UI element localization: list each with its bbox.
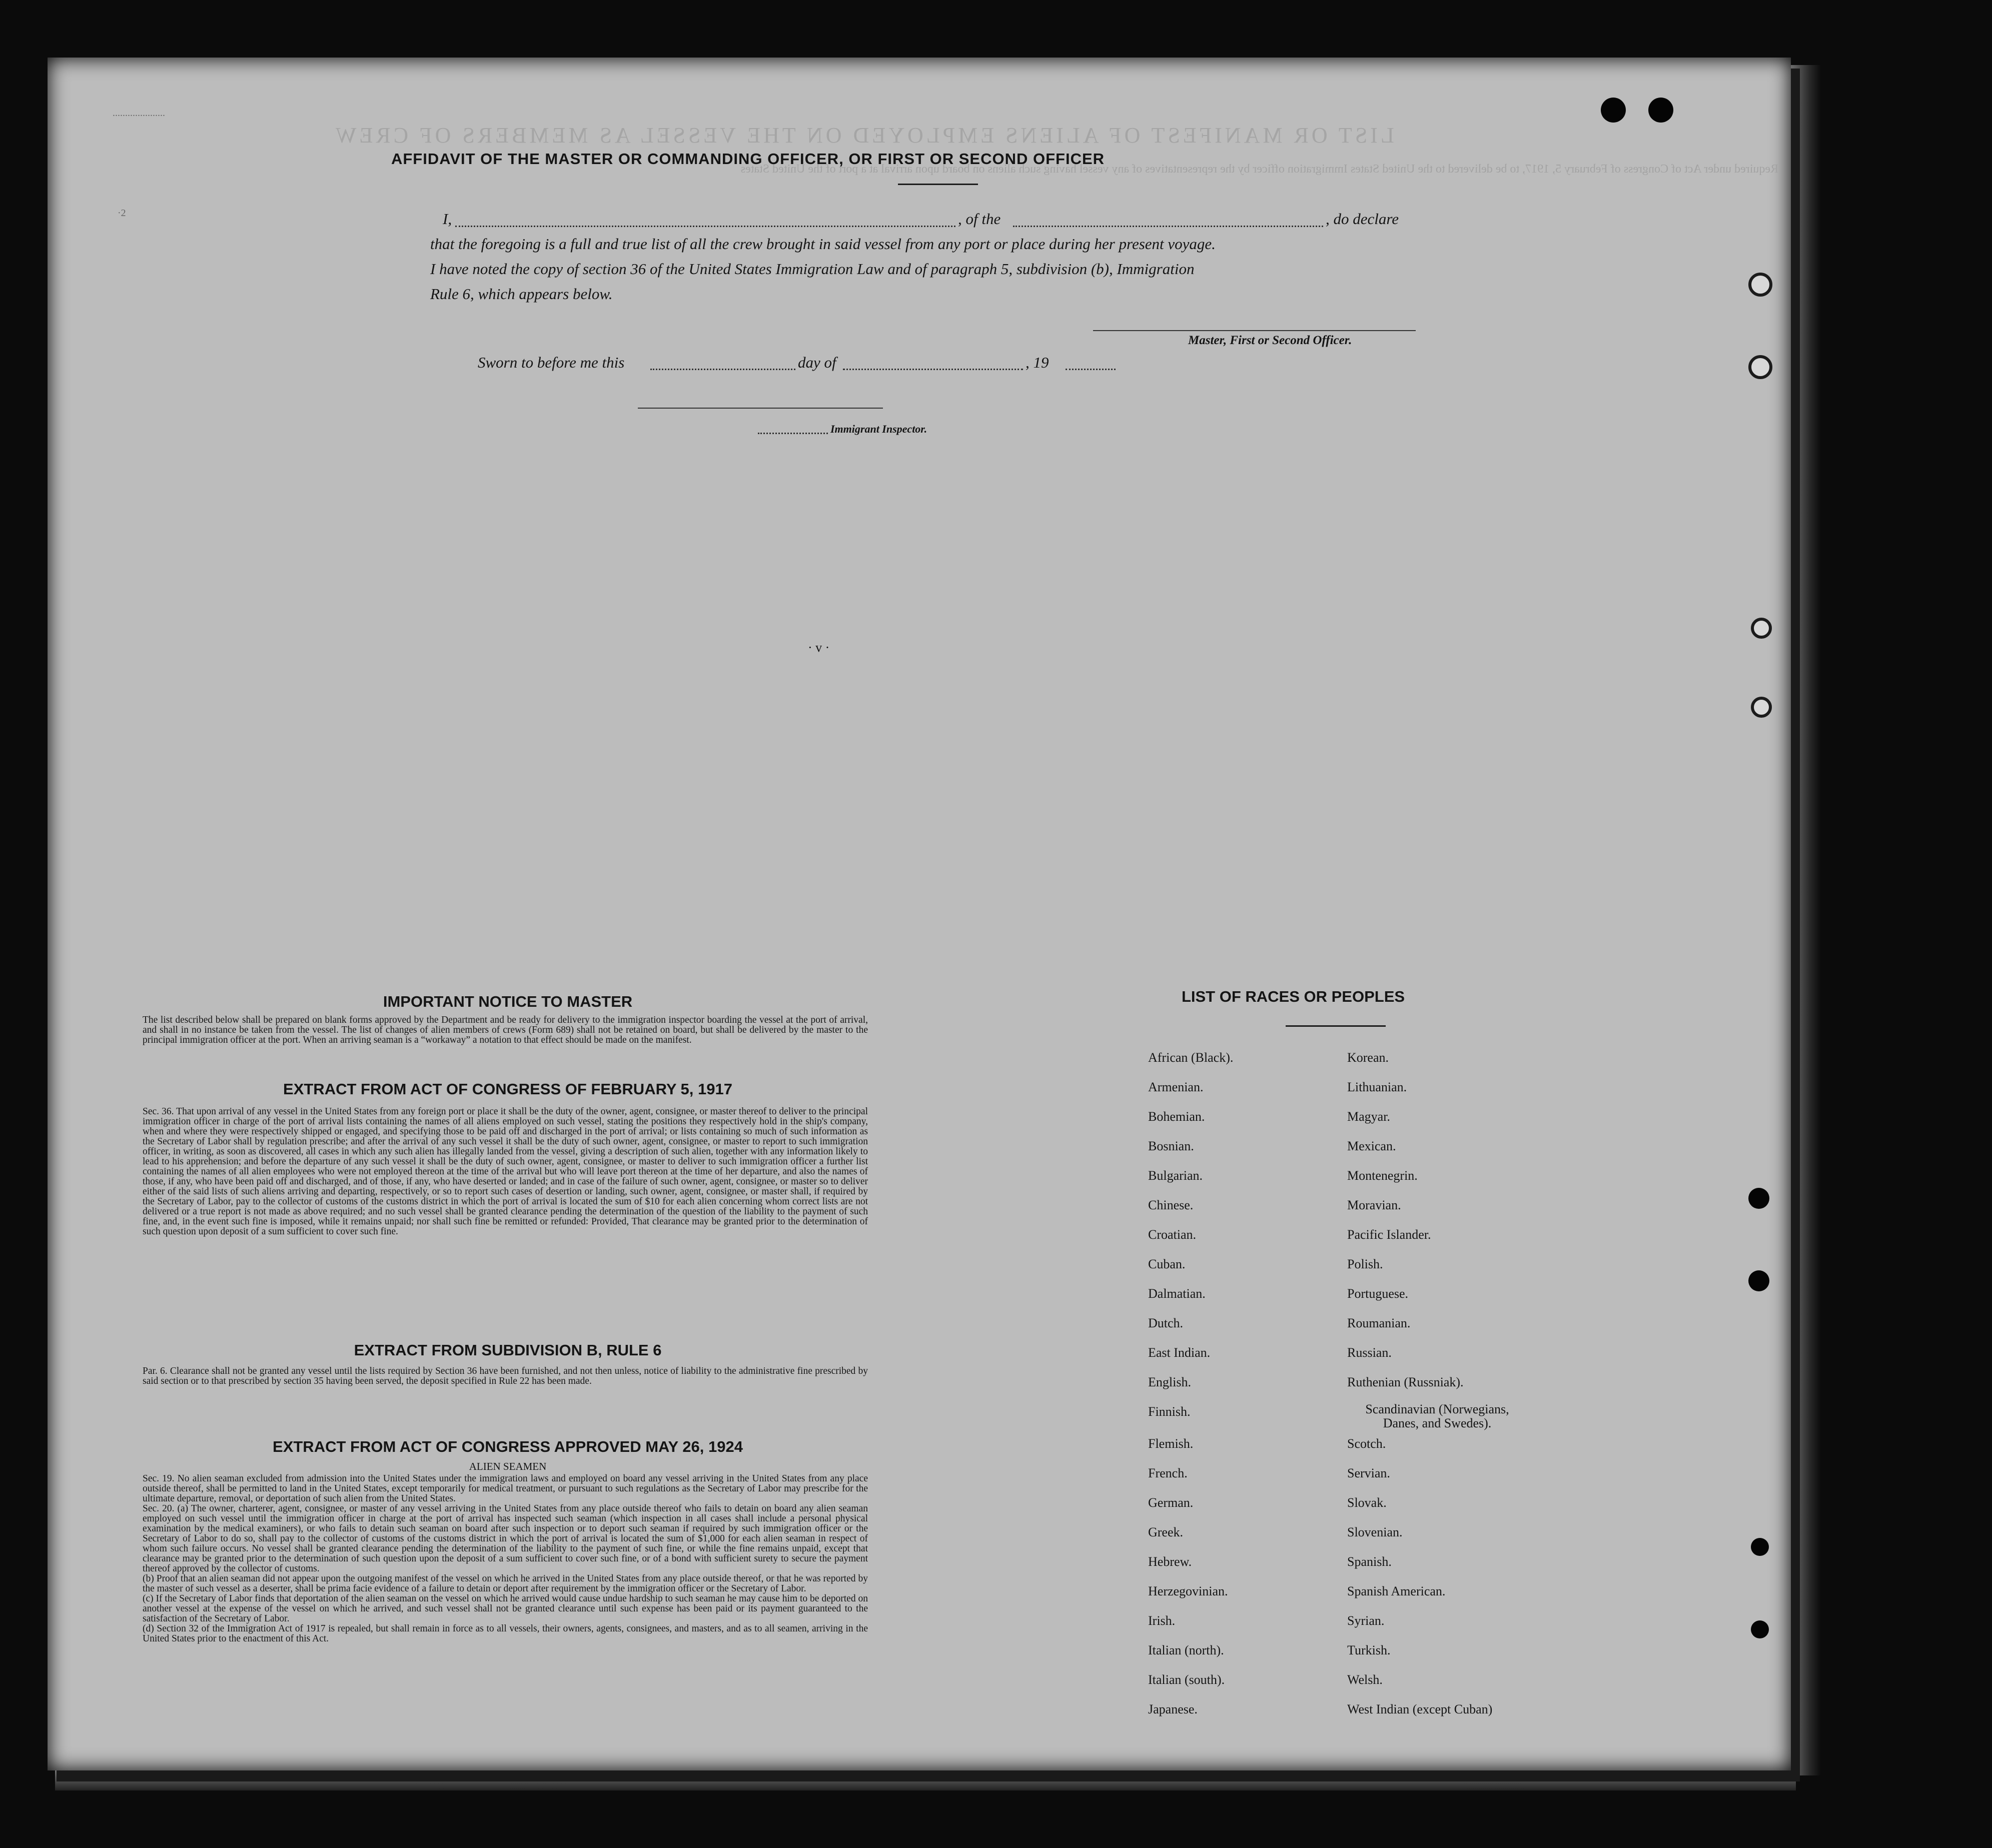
title-underline <box>898 184 978 185</box>
sec-19-text: Sec. 19. No alien seaman excluded from admission into the United States under the immigration laws and employed on board any vessel arriving in the United States from any place outside thereof, shall be permitted to land in the United States, except temporarily for medical treatment, or pursuant to such regulations as the Secretary of Labor may prescribe for the ultimate departure, removal, or deportation of such alien from the United States. <box>143 1473 868 1504</box>
inspector-dots <box>758 433 828 434</box>
race-item: Portuguese. <box>1347 1286 1409 1301</box>
page-stack-edge <box>1791 65 1821 1775</box>
race-item: Syrian. <box>1347 1613 1385 1628</box>
extract-1917-text: Sec. 36. That upon arrival of any vessel in the United States from any foreign port or place it shall be the duty of the owner, agent, consignee, or master thereof to deliver to the principal immigration officer in charge of the port of arrival lists containing the names of all aliens employed on such vessel, stating the positions they respectively hold in the ship's company, when and where they were respectively shipped or engaged, and specifying those to be paid off and discharged in the port of arrival; or lists containing so much of such information as the Secretary of Labor shall by regulation prescribe; and after the arrival of any such vessel it shall be the duty of such owner, agent, consignee, or master to report to such immigration officer, in writing, as soon as discovered, all cases in which any such alien has illegally landed from the vessel, giving a description of such alien, together with any information likely to lead to his apprehension; and before the departure of any such vessel it shall be the duty of such owner, agent, consignee, or master to deliver to such immigration officer a further list containing the names of all alien employees who were not employed thereon at the time of the arrival but who will leave port thereon at the time of her departure, and also the names of those, if any, who have been paid off and discharged, and of those, if any, who have deserted or landed; and in case of the failure of such owner, agent, consignee, or master so to deliver either of the said lists of such aliens arriving and departing, respectively, or so to report such cases of desertion or landing, such owner, agent, consignee, or master shall, if required by the Secretary of Labor, pay to the collector of customs of the customs district in which the port of arrival is located the sum of $10 for each alien concerning whom correct lists are not delivered or a true report is not made as above required; and no such vessel shall be granted clearance pending the determination of the question of the liability to the payment of such fine, and, in the event such fine is imposed, while it remains unpaid; nor shall such fine be remitted or refunded: Provided, That clearance may be granted prior to the determination of such question upon deposit of a sum sufficient to cover such fine. <box>143 1106 868 1237</box>
show-through-title: LIST OR MANIFEST OF ALIENS EMPLOYED ON THE VESSEL AS MEMBERS OF CREW <box>333 123 1394 148</box>
race-item: Polish. <box>1347 1257 1383 1271</box>
sworn-date-field[interactable] <box>650 369 795 370</box>
master-signature-line[interactable] <box>1093 330 1416 331</box>
punch-hole <box>1748 1188 1769 1209</box>
page-stack-bottom <box>55 1770 1796 1790</box>
inspector-signature-line[interactable] <box>638 408 883 409</box>
sworn-day-of: day of <box>798 354 836 371</box>
race-item: Bulgarian. <box>1148 1168 1203 1183</box>
master-signature-label: Master, First or Second Officer. <box>1188 334 1352 347</box>
race-item: Ruthenian (Russniak). <box>1347 1375 1464 1389</box>
sec-20d-text: (d) Section 32 of the Immigration Act of 1917 is repealed, but shall remain in force as to all vessels, their owners, agents, consignees, and masters, and as to all seamen, arriving in the United States prior to the enactment of this Act. <box>143 1623 868 1644</box>
vessel-field[interactable] <box>1013 226 1323 227</box>
extract-rule6-title: EXTRACT FROM SUBDIVISION B, RULE 6 <box>354 1341 662 1359</box>
affidavit-line-3: I have noted the copy of section 36 of the United States Immigration Law and of paragraph 5, subdivision (b), Immigration <box>430 260 1195 278</box>
race-item: Japanese. <box>1148 1702 1198 1716</box>
sworn-year-field[interactable] <box>1066 369 1116 370</box>
stray-mark: · v · <box>808 640 830 655</box>
side-mark: ·2 <box>118 208 126 219</box>
race-item: Welsh. <box>1347 1672 1383 1687</box>
race-item: Chinese. <box>1148 1198 1194 1212</box>
race-item: African (Black). <box>1148 1050 1234 1065</box>
races-underline <box>1286 1025 1386 1027</box>
race-item: Hebrew. <box>1148 1554 1192 1569</box>
race-item: Spanish American. <box>1347 1584 1446 1598</box>
punch-hole <box>1648 98 1673 123</box>
sworn-text: Sworn to before me this <box>478 354 625 371</box>
race-item: Scotch. <box>1347 1436 1386 1451</box>
binder-ring-hole <box>1748 273 1772 297</box>
race-item: Flemish. <box>1148 1436 1194 1451</box>
race-item: Montenegrin. <box>1347 1168 1418 1183</box>
race-item: Italian (south). <box>1148 1672 1225 1687</box>
sworn-year: , 19 <box>1026 354 1049 371</box>
race-item: Cuban. <box>1148 1257 1186 1271</box>
race-item: Scandinavian (Norwegians, Danes, and Swedes). <box>1365 1402 1509 1430</box>
race-item: English. <box>1148 1375 1191 1389</box>
race-item: Russian. <box>1347 1345 1392 1360</box>
race-item: Dutch. <box>1148 1316 1184 1330</box>
race-item: Bosnian. <box>1148 1139 1194 1153</box>
binder-ring-hole <box>1748 355 1772 379</box>
race-item: Slovenian. <box>1347 1525 1403 1539</box>
race-item: Greek. <box>1148 1525 1184 1539</box>
affidavit-line-4: Rule 6, which appears below. <box>430 285 613 303</box>
race-item: Herzegovinian. <box>1148 1584 1228 1598</box>
extract-1924-body <box>143 1474 868 1644</box>
punch-hole <box>1748 1270 1769 1291</box>
race-item: French. <box>1148 1466 1188 1480</box>
extract-1924-subtitle: ALIEN SEAMEN <box>469 1460 547 1472</box>
sec-20a-text: Sec. 20. (a) The owner, charterer, agent, consignee, or master of any vessel arriving in the United States from any place outside thereof who fails to detain on board any alien seaman employed on such vessel until the immigration officer in charge at the port of arrival has inspected such seaman (which inspection in all cases shall include a personal physical examination by the medical examiners), or who fails to detain such seaman on board after such inspection or to deport such seaman if required by such immigration officer or the Secretary of Labor to do so, shall pay to the collector of customs of the customs district in which the port of arrival is located the sum of $1,000 for each alien seaman in respect of whom such failure occurs. No vessel shall be granted clearance pending the determination of the liability to the payment of such fine, or while the fine remains unpaid, except that clearance may be granted prior to the determination of such question upon the deposit of a sum sufficient to cover such fine, or of a bond with sufficient surety to secure the payment thereof approved by the collector of customs. <box>143 1503 868 1574</box>
race-item: Armenian. <box>1148 1080 1204 1094</box>
race-item: Servian. <box>1347 1466 1390 1480</box>
race-item: Roumanian. <box>1347 1316 1411 1330</box>
binder-ring-hole <box>1751 618 1772 639</box>
extract-rule6-text: Par. 6. Clearance shall not be granted any vessel until the lists required by Section 36 have been furnished, and not then unless, notice of liability to the administrative fine prescribed by said section or to that prescribed by section 35 having been served, the deposit specified in Rule 22 has been made. <box>143 1366 868 1386</box>
affidavit-line-2: that the foregoing is a full and true list of all the crew brought in said vessel from any port or place during her present voyage. <box>430 235 1216 253</box>
punch-hole <box>1751 1620 1769 1638</box>
race-item: Turkish. <box>1347 1643 1391 1657</box>
sec-20c-text: (c) If the Secretary of Labor finds that deportation of the alien seaman on the vessel on which he arrived would cause undue hardship to such seaman he may cause him to be deported on another vessel at the expense of the vessel on which he arrived, and such vessel shall not be granted clearance until such expense has been paid or its payment guaranteed to the satisfaction of the Secretary of Labor. <box>143 1593 868 1624</box>
extract-1924-title: EXTRACT FROM ACT OF CONGRESS APPROVED MAY 26, 1924 <box>273 1438 743 1455</box>
name-field[interactable] <box>455 226 955 227</box>
affidavit-title: AFFIDAVIT OF THE MASTER OR COMMANDING OFFICER, OR FIRST OR SECOND OFFICER <box>391 150 1105 168</box>
race-item: West Indian (except Cuban) <box>1347 1702 1493 1716</box>
sec-20b-text: (b) Proof that an alien seaman did not appear upon the outgoing manifest of the vessel on which he arrived in the United States from any place outside thereof, or that he was reported by the master of such vessel as a deserter, shall be prima facie evidence of a failure to detain or deport after requirement by the immigration officer or the Secretary of Labor. <box>143 1573 868 1594</box>
race-item: Italian (north). <box>1148 1643 1224 1657</box>
extract-1917-title: EXTRACT FROM ACT OF CONGRESS OF FEBRUARY 5, 1917 <box>283 1080 732 1098</box>
affidavit-do-declare: , do declare <box>1326 210 1399 228</box>
affidavit-of-the: , of the <box>958 210 1001 228</box>
document-page <box>48 58 1791 1770</box>
corner-mark: ..................... <box>113 108 165 119</box>
race-item: Dalmatian. <box>1148 1286 1206 1301</box>
race-item: German. <box>1148 1495 1194 1510</box>
race-item: Croatian. <box>1148 1227 1197 1242</box>
show-through-subtitle: Required under Act of Congress of February 5, 1917, to be delivered to the United States Immigration officer by the representatives of any vessel having such aliens on board upon arrival at a port of the United States <box>740 163 1778 176</box>
punch-hole <box>1601 98 1626 123</box>
race-item: Finnish. <box>1148 1404 1191 1419</box>
race-item: Spanish. <box>1347 1554 1392 1569</box>
sworn-month-field[interactable] <box>843 369 1023 370</box>
inspector-label: Immigrant Inspector. <box>830 423 927 435</box>
race-item: Moravian. <box>1347 1198 1401 1212</box>
race-item: East Indian. <box>1148 1345 1211 1360</box>
race-item: Bohemian. <box>1148 1109 1205 1124</box>
race-item: Magyar. <box>1347 1109 1390 1124</box>
race-item: Irish. <box>1148 1613 1176 1628</box>
race-item: Pacific Islander. <box>1347 1227 1431 1242</box>
race-item: Mexican. <box>1347 1139 1396 1153</box>
punch-hole <box>1751 1538 1769 1556</box>
binder-ring-hole <box>1751 697 1772 718</box>
race-item: Lithuanian. <box>1347 1080 1407 1094</box>
notice-title: IMPORTANT NOTICE TO MASTER <box>383 993 633 1010</box>
race-item: Korean. <box>1347 1050 1389 1065</box>
notice-text: The list described below shall be prepared on blank forms approved by the Department and be ready for delivery to the immigration inspector boarding the vessel at the port of arrival, and shall in no instance be taken from the vessel. The list of changes of alien members of crews (Form 689) shall not be retained on board, but shall be delivered by the master to the principal immigration officer at the port. When an arriving seaman is a “workaway” a notation to that effect should be made on the manifest. <box>143 1015 868 1045</box>
races-title: LIST OF RACES OR PEOPLES <box>1181 988 1405 1005</box>
affidavit-i: I, <box>443 210 452 228</box>
race-item: Slovak. <box>1347 1495 1387 1510</box>
